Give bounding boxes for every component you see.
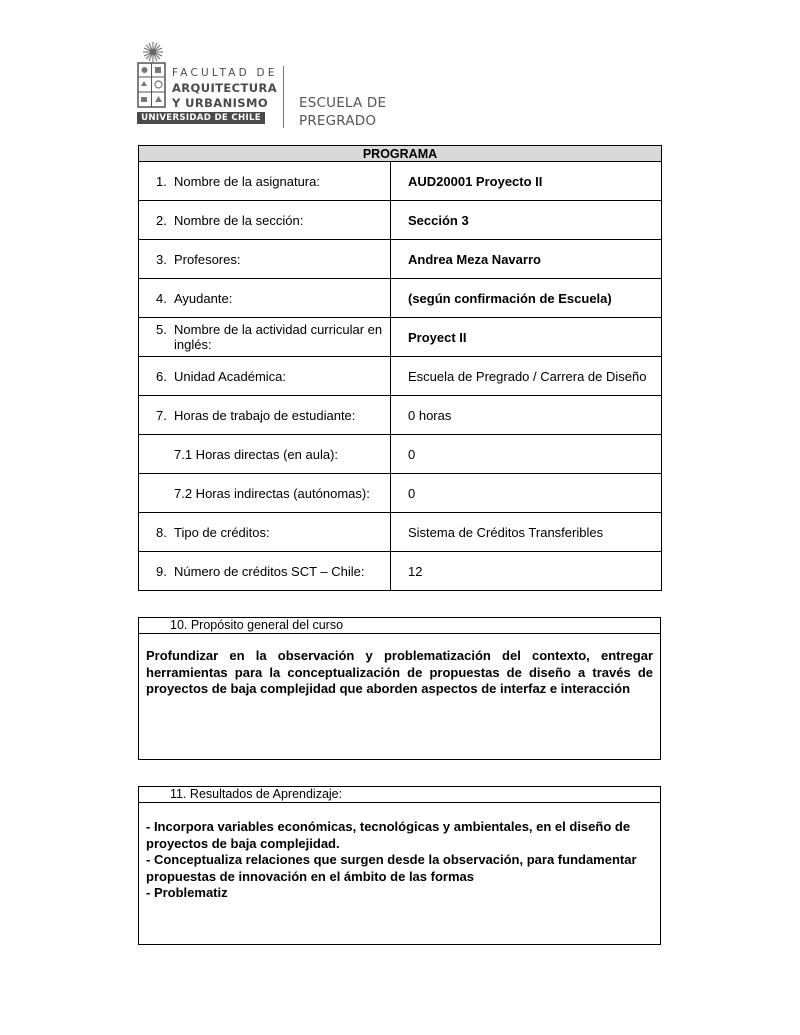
table-row — [139, 513, 662, 552]
row-label: 1. Nombre de la asignatura: — [139, 162, 391, 201]
row-label: 8. Tipo de créditos: — [139, 513, 391, 552]
row-label: 9. Número de créditos SCT – Chile: — [139, 552, 391, 591]
row-label: 6. Unidad Académica: — [139, 357, 391, 396]
proposito-heading: 10. Propósito general del curso — [139, 618, 660, 634]
row-value: 0 — [391, 435, 662, 474]
row-label: 5. Nombre de la actividad curricular en inglés: — [139, 318, 391, 357]
proposito-text: Profundizar en la observación y problematización del contexto, entregar herramientas para la conceptualización de propuestas de diseño a través de proyectos de baja complejidad que aborden aspectos de interfaz e interacción — [146, 648, 653, 696]
list-item: - Incorpora variables económicas, tecnológicas y ambientales, en el diseño de proyectos de baja complejidad. — [146, 819, 631, 851]
shield-icon — [137, 62, 166, 108]
row-label: 7. Horas de trabajo de estudiante: — [139, 396, 391, 435]
star-icon — [140, 42, 166, 64]
school-name — [299, 94, 386, 130]
row-label: 2. Nombre de la sección: — [139, 201, 391, 240]
table-row — [139, 279, 662, 318]
logo-divider — [283, 66, 284, 128]
table-row — [139, 162, 662, 201]
row-value: (según confirmación de Escuela) — [391, 279, 662, 318]
list-item: - Problematiz — [146, 885, 228, 900]
table-row — [139, 318, 662, 357]
row-value: Sección 3 — [391, 201, 662, 240]
table-row — [139, 201, 662, 240]
faculty-line-2: ARQUITECTURA — [172, 81, 278, 95]
faculty-line-3: Y URBANISMO — [172, 96, 268, 110]
row-label: 7.1 Horas directas (en aula): — [139, 435, 391, 474]
programa-table — [138, 145, 662, 591]
faculty-name — [172, 66, 278, 111]
table-row — [139, 396, 662, 435]
row-value: 0 — [391, 474, 662, 513]
proposito-section — [138, 617, 661, 760]
university-banner: UNIVERSIDAD DE CHILE — [137, 112, 265, 124]
table-row — [139, 357, 662, 396]
faculty-line-1: FACULTAD DE — [172, 67, 278, 79]
row-value: 12 — [391, 552, 662, 591]
table-row — [139, 552, 662, 591]
resultados-section — [138, 786, 661, 945]
table-row — [139, 435, 662, 474]
row-label: 4. Ayudante: — [139, 279, 391, 318]
row-label: 7.2 Horas indirectas (autónomas): — [139, 474, 391, 513]
school-line-2: PREGRADO — [299, 113, 377, 129]
list-item: - Conceptualiza relaciones que surgen desde la observación, para fundamentar propuestas de innovación en el ámbito de las formas — [146, 852, 637, 884]
school-line-1: ESCUELA DE — [299, 95, 387, 111]
resultados-heading: 11. Resultados de Aprendizaje: — [139, 787, 660, 803]
table-row — [139, 240, 662, 279]
row-value: Andrea Meza Navarro — [391, 240, 662, 279]
faculty-logo — [137, 42, 397, 134]
table-row — [139, 474, 662, 513]
programa-title: PROGRAMA — [139, 146, 662, 162]
row-value: Proyect II — [391, 318, 662, 357]
row-value: AUD20001 Proyecto II — [391, 162, 662, 201]
row-label: 3. Profesores: — [139, 240, 391, 279]
row-value: 0 horas — [391, 396, 662, 435]
row-value: Escuela de Pregrado / Carrera de Diseño — [391, 357, 662, 396]
row-value: Sistema de Créditos Transferibles — [391, 513, 662, 552]
resultados-list — [139, 803, 660, 902]
